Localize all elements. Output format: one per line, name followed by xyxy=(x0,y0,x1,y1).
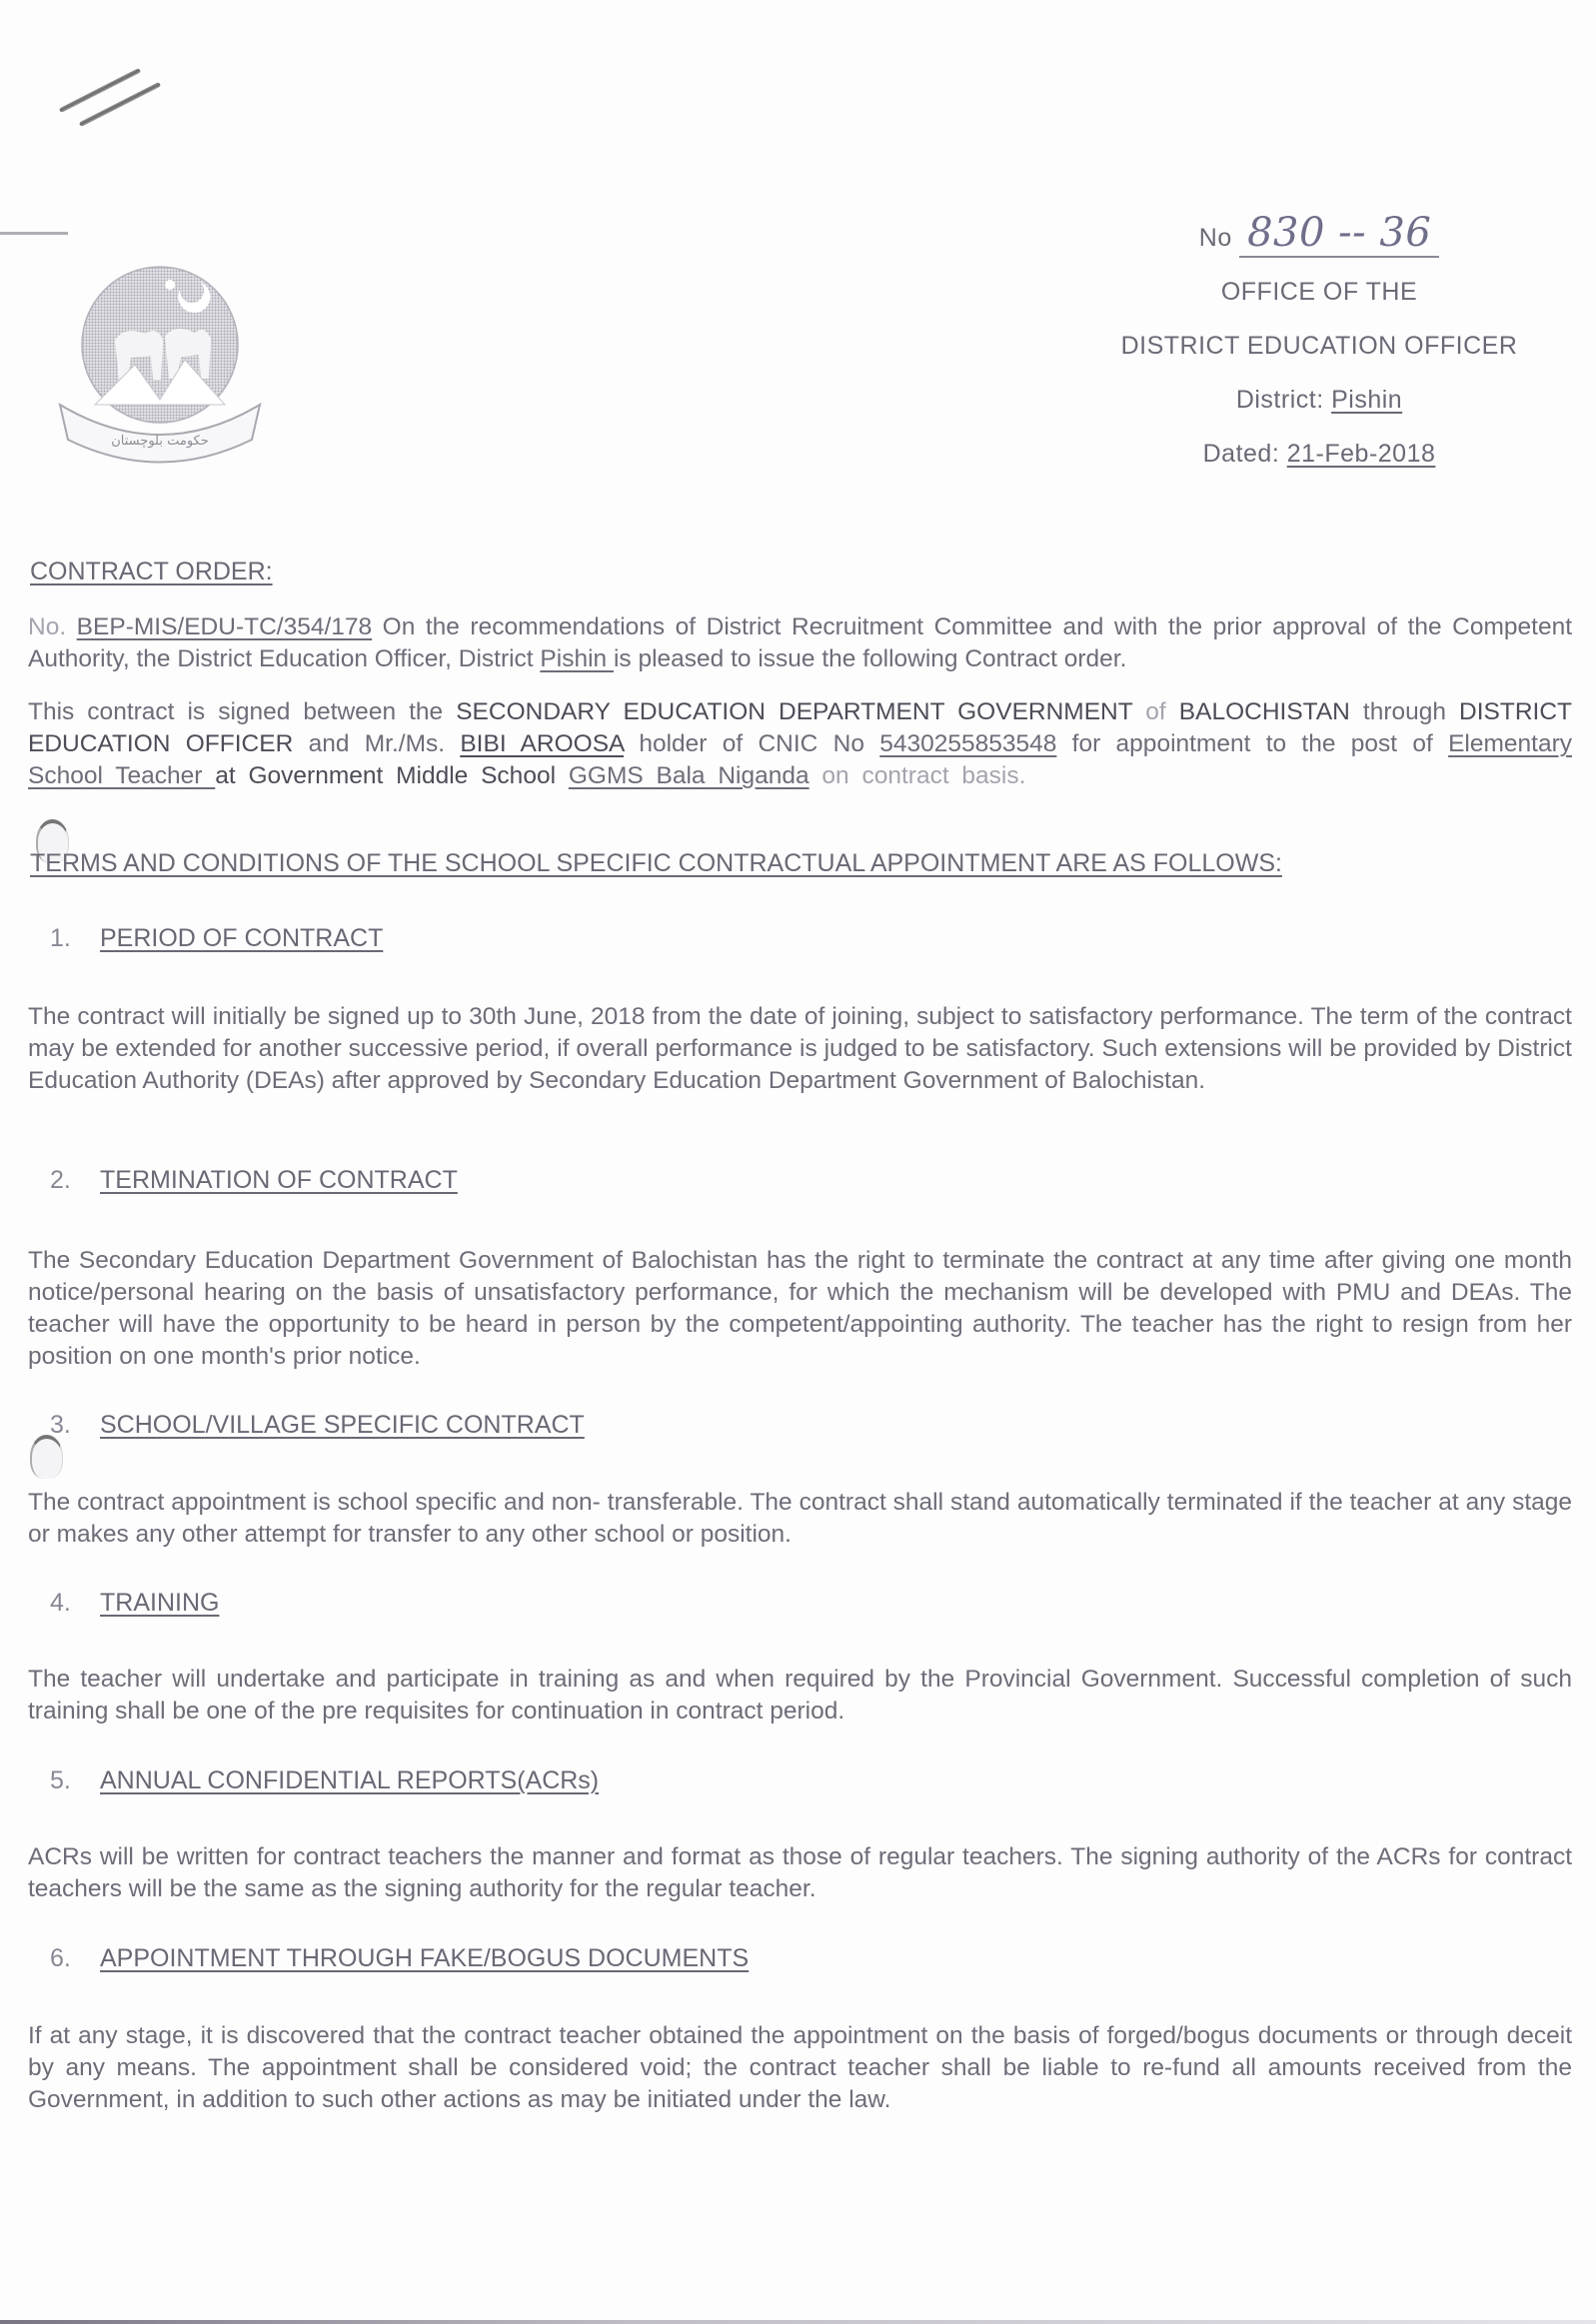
contract-order-title: CONTRACT ORDER: xyxy=(30,558,273,585)
section-body: The contract will initially be signed up to 30th June, 2018 from the date of joining, subject to satisfactory performance. The term of the contract may be extended for another successive period, if overall performance is judged to be satisfactory. Such extensions will be provided by District Education Authority (DEAs) after approved by Secondary Education Department Government of Balochistan. xyxy=(28,1003,1572,1094)
parties-text: of xyxy=(1132,698,1179,725)
government-emblem-logo xyxy=(40,255,280,475)
district-value: Pishin xyxy=(1331,386,1403,414)
contract-order-intro xyxy=(28,611,1572,675)
punch-hole-icon xyxy=(30,1435,63,1479)
section-title: TERMINATION OF CONTRACT xyxy=(100,1166,458,1194)
section-body: The Secondary Education Department Government of Balochistan has the right to terminate the contract at any time after giving one month notice/personal hearing on the basis of unsatisfactory performance, for which the mechanism will be developed with PMU and DEAs. The teacher will have the opportunity to be heard in person by the competent/appointing authority. The teacher has the right to resign from her position on one month's prior notice. xyxy=(28,1247,1572,1370)
terms-heading: TERMS AND CONDITIONS OF THE SCHOOL SPECIFIC CONTRACTUAL APPOINTMENT ARE AS FOLLOWS: xyxy=(30,849,1282,877)
section-fake-bogus-documents xyxy=(0,1944,749,1973)
party-province: BALOCHISTAN xyxy=(1178,698,1350,725)
candidate-name: BIBI AROOSA xyxy=(460,730,625,757)
parties-text: This contract is signed between the xyxy=(28,698,457,725)
parties-text: holder of CNIC No xyxy=(624,730,880,757)
parties-text: at xyxy=(215,762,249,789)
party-department: SECONDARY EDUCATION DEPARTMENT GOVERNMENT xyxy=(456,698,1133,725)
parties-text: on contract basis. xyxy=(808,762,1026,789)
section-number: 6. xyxy=(50,1944,71,1972)
section-number: 3. xyxy=(50,1411,71,1439)
party-officer: DISTRICT EDUCATION OFFICER xyxy=(28,698,1572,757)
intro-district: Pishin xyxy=(540,645,614,672)
section-body: The contract appointment is school specific and non- transferable. The contract shall stand automatically terminated if the teacher at any stage or makes any other attempt for transfer to any other school or position. xyxy=(28,1489,1572,1548)
section-training xyxy=(0,1589,219,1618)
section-title: TRAINING xyxy=(100,1589,220,1617)
order-number-row xyxy=(1049,210,1589,265)
section-title: SCHOOL/VILLAGE SPECIFIC CONTRACT xyxy=(100,1411,585,1439)
office-line-1: OFFICE OF THE xyxy=(1220,278,1418,306)
intro-text-2: is pleased to issue the following Contract order. xyxy=(613,645,1127,672)
parties-text: through xyxy=(1349,698,1460,725)
dated-row xyxy=(1049,427,1589,481)
staple-pin-icon xyxy=(59,68,141,113)
section-body: If at any stage, it is discovered that the contract teacher obtained the appointment on the basis of forged/bogus documents or through deceit by any means. The appointment shall be considered void; the contract teacher shall be liable to re-fund all amounts received from the Government, in addition to such other actions as may be initiated under the law. xyxy=(28,2022,1572,2113)
dated-label: Dated: xyxy=(1202,440,1280,468)
cnic-number: 5430255853548 xyxy=(879,730,1057,757)
section-title: ANNUAL CONFIDENTIAL REPORTS(ACRs) xyxy=(100,1766,600,1794)
intro-text-1: On the recommendations of District Recruitment Committee and with the prior approval of the Competent Authority, the District Education Officer, District xyxy=(28,613,1572,672)
ref-prefix: No. xyxy=(28,613,67,640)
section-title: PERIOD OF CONTRACT xyxy=(100,924,384,952)
office-line-2: DISTRICT EDUCATION OFFICER xyxy=(1120,332,1518,360)
contract-parties-paragraph xyxy=(28,696,1572,792)
office-header xyxy=(1049,210,1589,481)
section-number: 2. xyxy=(50,1166,71,1194)
section-termination-of-contract xyxy=(0,1166,458,1195)
section-body: The teacher will undertake and participate in training as and when required by the Provincial Government. Successful completion of such training shall be one of the pre requisites for continuation in contract period. xyxy=(28,1666,1572,1725)
district-label: District: xyxy=(1235,386,1324,414)
section-number: 1. xyxy=(50,924,71,952)
order-number-handwritten: 830 -- 36 xyxy=(1239,210,1439,258)
ref-number: BEP-MIS/EDU-TC/354/178 xyxy=(76,613,373,640)
order-number-label: No xyxy=(1198,224,1232,252)
section-number: 4. xyxy=(50,1589,71,1617)
section-period-of-contract xyxy=(0,924,383,953)
section-school-village-specific xyxy=(0,1411,585,1440)
district-row xyxy=(1049,373,1589,427)
section-number: 5. xyxy=(50,1766,71,1794)
staple-pin-icon xyxy=(79,82,161,127)
section-body: ACRs will be written for contract teachers the manner and format as those of regular teachers. The signing authority of the ACRs for contract teachers will be the same as the signing authority for the regular teacher. xyxy=(28,1843,1572,1902)
section-annual-confidential-reports xyxy=(0,1766,599,1795)
school-type: Government Middle School xyxy=(248,762,569,789)
emblem-icon xyxy=(40,255,280,475)
parties-text: and Mr./Ms. xyxy=(293,730,461,757)
svg-text:حکومت بلوچستان: حکومت بلوچستان xyxy=(111,434,209,449)
post-title: Elementary School Teacher xyxy=(28,730,1573,789)
dated-value: 21-Feb-2018 xyxy=(1286,440,1436,468)
parties-text: for appointment to the post of xyxy=(1056,730,1449,757)
scan-edge-streak xyxy=(0,232,68,235)
scan-bottom-edge xyxy=(0,2320,1596,2324)
school-name: GGMS Bala Niganda xyxy=(568,762,809,789)
section-title: APPOINTMENT THROUGH FAKE/BOGUS DOCUMENTS xyxy=(100,1944,750,1972)
